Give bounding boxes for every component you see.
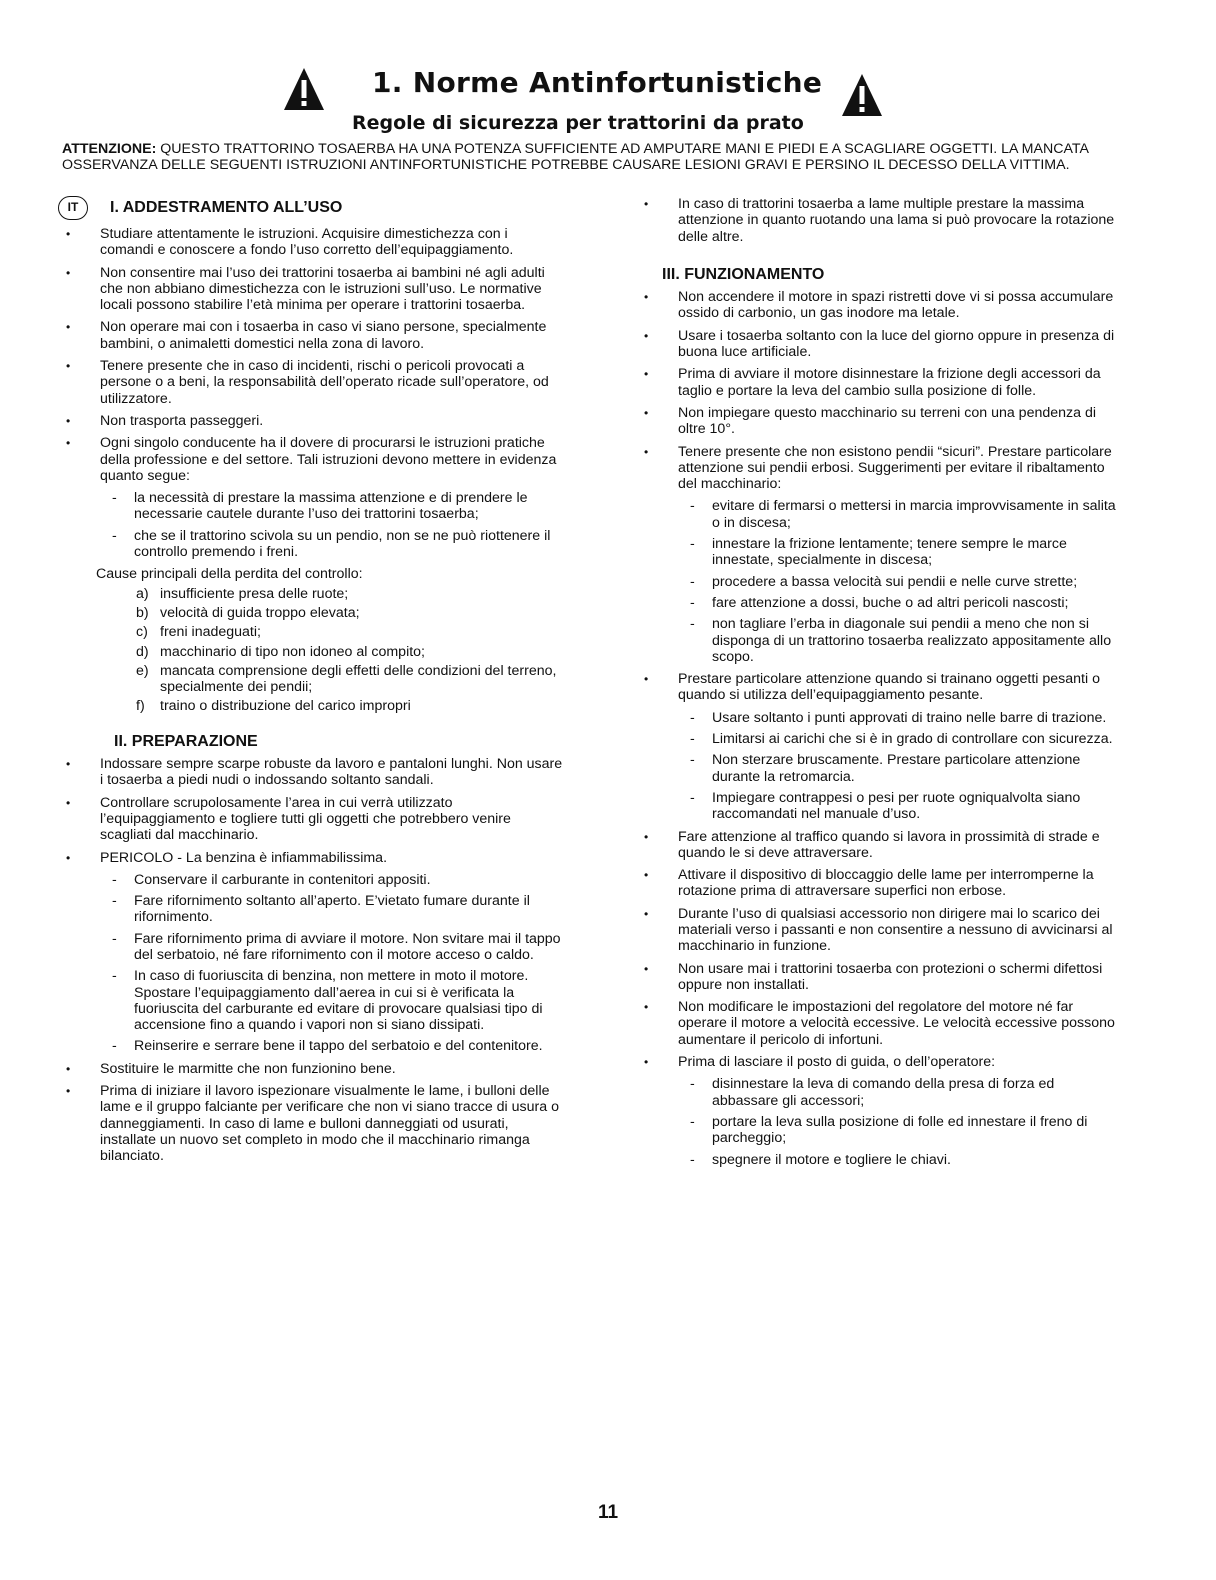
cause-item: [136, 586, 564, 602]
right-column: [640, 196, 1122, 1174]
sub-list-item: - Reinserire e serrare bene il tappo del serbatoio e del contenitore.: [100, 1038, 564, 1054]
warning-label: ATTENZIONE:: [62, 141, 157, 157]
list-item: • In caso di trattorini tosaerba a lame multiple prestare la massima attenzione in quanto ruotando una lama si può provocare la rotazione delle altre.: [640, 196, 1122, 245]
page-title: 1. Norme Antinfortunistiche: [372, 66, 823, 99]
list-item: • Controllare scrupolosamente l’area in cui verrà utilizzato l’equipaggiamento e togliere tutti gli oggetti che potrebbero venire scagliati dal macchinario.: [62, 795, 564, 844]
operation-list: [640, 289, 1122, 1168]
list-item: • Studiare attentamente le istruzioni. Acquisire dimestichezza con i comandi e conoscere a fondo l’uso corretto dell’equipaggiamento.: [62, 226, 564, 259]
left-column: [62, 196, 564, 1171]
sub-list: [100, 490, 564, 560]
list-item: • Attivare il dispositivo di bloccaggio delle lame per interromperne la rotazione prima di attraversare superfici non erbose.: [640, 867, 1122, 900]
sub-list-item: - evitare di fermarsi o mettersi in marcia improvvisamente in salita o in discesa;: [678, 498, 1122, 531]
sub-list-item: - procedere a bassa velocità sui pendii e nelle curve strette;: [678, 574, 1122, 590]
section-heading: [640, 267, 1122, 283]
list-item-text: PERICOLO - La benzina è infiammabilissima.: [100, 849, 388, 866]
list-item: • Non consentire mai l’uso dei trattorini tosaerba ai bambini né agli adulti che non abbiano dimestichezza con le istruzioni sull’uso. Le normative locali possono stabilire l’età minima per operare i trattorini tosaerba.: [62, 265, 564, 314]
cause-letter: b): [136, 604, 149, 621]
warning-text: QUESTO TRATTORINO TOSAERBA HA UNA POTENZA SUFFICIENTE AD AMPUTARE MANI E PIEDI E A SCAGLIARE OGGETTI. LA MANCATA OSSERVANZA DELLE SEGUENTI ISTRUZIONI ANTINFORTUNISTICHE POTREBBE CAUSARE LESIONI GRAVI E PERSINO IL DECESSO DELLA VITTIMA.: [62, 141, 1089, 173]
section-heading: [62, 196, 564, 220]
page-number: 11: [597, 1502, 619, 1523]
cause-text: insufficiente presa delle ruote;: [160, 585, 349, 602]
cause-text: freni inadeguati;: [160, 624, 261, 641]
list-item: • Fare attenzione al traffico quando si lavora in prossimità di strade e quando le si deve attraversare.: [640, 829, 1122, 862]
warning-notice: [62, 141, 1122, 173]
list-item-text: Prima di lasciare il posto di guida, o dell’operatore:: [678, 1054, 996, 1071]
list-item: • Sostituire le marmitte che non funzionino bene.: [62, 1061, 564, 1077]
preparation-list: [62, 756, 564, 1165]
list-item: • Prima di avviare il motore disinnestare la frizione degli accessori da taglio e portare la leva del cambio sulla posizione di folle.: [640, 366, 1122, 399]
cause-text: mancata comprensione degli effetti delle condizioni del terreno, specialmente dei pendii;: [160, 662, 557, 696]
page-header: [0, 54, 1216, 146]
cause-item: [136, 644, 564, 660]
section-1-title: I. ADDESTRAMENTO ALL’USO: [110, 198, 343, 216]
continued-list: [640, 196, 1122, 245]
warning-triangle-icon: [840, 72, 884, 118]
section-heading: [62, 734, 564, 750]
sub-list-item: - Limitarsi ai carichi che si è in grado di controllare con sicurezza.: [678, 731, 1122, 747]
causes-intro: Cause principali della perdita del controllo:: [96, 566, 363, 583]
warning-triangle-icon: [282, 66, 326, 112]
cause-letter: f): [136, 698, 145, 715]
sub-list-item: - non tagliare l’erba in diagonale sui pendii a meno che non si disponga di un trattorino tosaerba realizzato appositamente allo scopo.: [678, 616, 1122, 665]
sub-list: [678, 498, 1122, 665]
sub-list-item: - che se il trattorino scivola su un pendio, non se ne può riottenere il controllo premendo i freni.: [100, 528, 564, 561]
sub-list-item: - Impiegare contrappesi o pesi per ruote ogniqualvolta siano raccomandati nel manuale d’uso.: [678, 790, 1122, 823]
sub-list-item: - la necessità di prestare la massima attenzione e di prendere le necessarie cautele durante l’uso dei trattorini tosaerba;: [100, 490, 564, 523]
sub-list-item: - Conservare il carburante in contenitori appositi.: [100, 872, 564, 888]
list-item: [62, 435, 564, 560]
sub-list: [100, 872, 564, 1055]
cause-text: traino o distribuzione del carico impropri: [160, 698, 411, 715]
list-item: [640, 444, 1122, 666]
list-item: • Non impiegare questo macchinario su terreni con una pendenza di oltre 10°.: [640, 405, 1122, 438]
causes-list: [62, 586, 564, 715]
cause-item: [136, 624, 564, 640]
cause-item: [136, 663, 564, 696]
sub-list-item: - Fare rifornimento soltanto all’aperto. E’vietato fumare durante il rifornimento.: [100, 893, 564, 926]
list-item: • Tenere presente che in caso di incidenti, rischi o pericoli provocati a persone o a beni, la responsabilità dell’operato ricade sull’operatore, od utilizzatore.: [62, 358, 564, 407]
training-list: [62, 226, 564, 560]
sub-list: [678, 710, 1122, 823]
sub-list-item: - Non sterzare bruscamente. Prestare particolare attenzione durante la retromarcia.: [678, 752, 1122, 785]
list-item: • Non modificare le impostazioni del regolatore del motore né far operare il motore a velocità eccessive. Le velocità eccessive possono aumentare il pericolo di infortuni.: [640, 999, 1122, 1048]
sub-list-item: - portare la leva sulla posizione di folle ed innestare il freno di parcheggio;: [678, 1114, 1122, 1147]
list-item: • Prima di iniziare il lavoro ispezionare visualmente le lame, i bulloni delle lame e il gruppo falciante per verificare che non vi siano tracce di usura o danneggiamenti. In caso di lame e bulloni danneggiati od usurati, installate un nuovo set completo in modo che il macchinario rimanga bilanciato.: [62, 1083, 564, 1164]
list-item: • Non operare mai con i tosaerba in caso vi siano persone, specialmente bambini, o animaletti domestici nella zona di lavoro.: [62, 319, 564, 352]
cause-letter: d): [136, 643, 149, 660]
list-item: [640, 1054, 1122, 1168]
list-item: • Non usare mai i trattorini tosaerba con protezioni o schermi difettosi oppure non installati.: [640, 961, 1122, 994]
list-item: [640, 671, 1122, 822]
section-3-title: III. FUNZIONAMENTO: [662, 265, 825, 283]
cause-letter: c): [136, 624, 148, 641]
list-item: • Durante l’uso di qualsiasi accessorio non dirigere mai lo scarico dei materiali verso i passanti e non consentire a nessuno di avvicinarsi al macchinario in funzione.: [640, 906, 1122, 955]
list-item: • Non trasporta passeggeri.: [62, 413, 564, 429]
sub-list-item: - disinnestare la leva di comando della presa di forza ed abbassare gli accessori;: [678, 1076, 1122, 1109]
cause-text: velocità di guida troppo elevata;: [160, 604, 360, 621]
sub-list-item: - Fare rifornimento prima di avviare il motore. Non svitare mai il tappo del serbatoio, né fare rifornimento con il motore acceso o caldo.: [100, 931, 564, 964]
cause-item: [136, 605, 564, 621]
sub-list-item: - fare attenzione a dossi, buche o ad altri pericoli nascosti;: [678, 595, 1122, 611]
list-item: • Indossare sempre scarpe robuste da lavoro e pantaloni lunghi. Non usare i tosaerba a piedi nudi o indossando soltanto sandali.: [62, 756, 564, 789]
cause-letter: a): [136, 585, 149, 602]
page-subtitle: Regole di sicurezza per trattorini da prato: [352, 112, 804, 134]
sub-list-item: - innestare la frizione lentamente; tenere sempre le marce innestate, specialmente in discesa;: [678, 536, 1122, 569]
language-badge: IT: [58, 196, 88, 220]
cause-letter: e): [136, 662, 149, 679]
list-item: [62, 850, 564, 1055]
list-item: • Non accendere il motore in spazi ristretti dove vi si possa accumulare ossido di carbonio, un gas inodore ma letale.: [640, 289, 1122, 322]
list-item: • Usare i tosaerba soltanto con la luce del giorno oppure in presenza di buona luce artificiale.: [640, 328, 1122, 361]
list-item-text: Prestare particolare attenzione quando si trainano oggetti pesanti o quando si utilizza dell’equipaggiamento pesante.: [678, 671, 1100, 704]
cause-item: [136, 698, 564, 714]
list-item-text: Tenere presente che non esistono pendii “sicuri”. Prestare particolare attenzione sui pendii erbosi. Suggerimenti per evitare il ribaltamento del macchinario:: [678, 443, 1112, 493]
sub-list: [678, 1076, 1122, 1167]
sub-list-item: - spegnere il motore e togliere le chiavi.: [678, 1152, 1122, 1168]
section-2-title: II. PREPARAZIONE: [114, 732, 258, 750]
list-item-text: Ogni singolo conducente ha il dovere di procurarsi le istruzioni pratiche della professione e del settore. Tali istruzioni devono mettere in evidenza quanto segue:: [100, 435, 557, 484]
sub-list-item: - In caso di fuoriuscita di benzina, non mettere in moto il motore. Spostare l’equipaggiamento dall’aerea in cui si è verificata la fuoriuscita del carburante ed evitare di provocare qualsiasi tipo di accensione fino a quando i vapori non si siano dissipati.: [100, 968, 564, 1033]
cause-text: macchinario di tipo non idoneo al compito;: [160, 643, 425, 660]
sub-list-item: - Usare soltanto i punti approvati di traino nelle barre di trazione.: [678, 710, 1122, 726]
